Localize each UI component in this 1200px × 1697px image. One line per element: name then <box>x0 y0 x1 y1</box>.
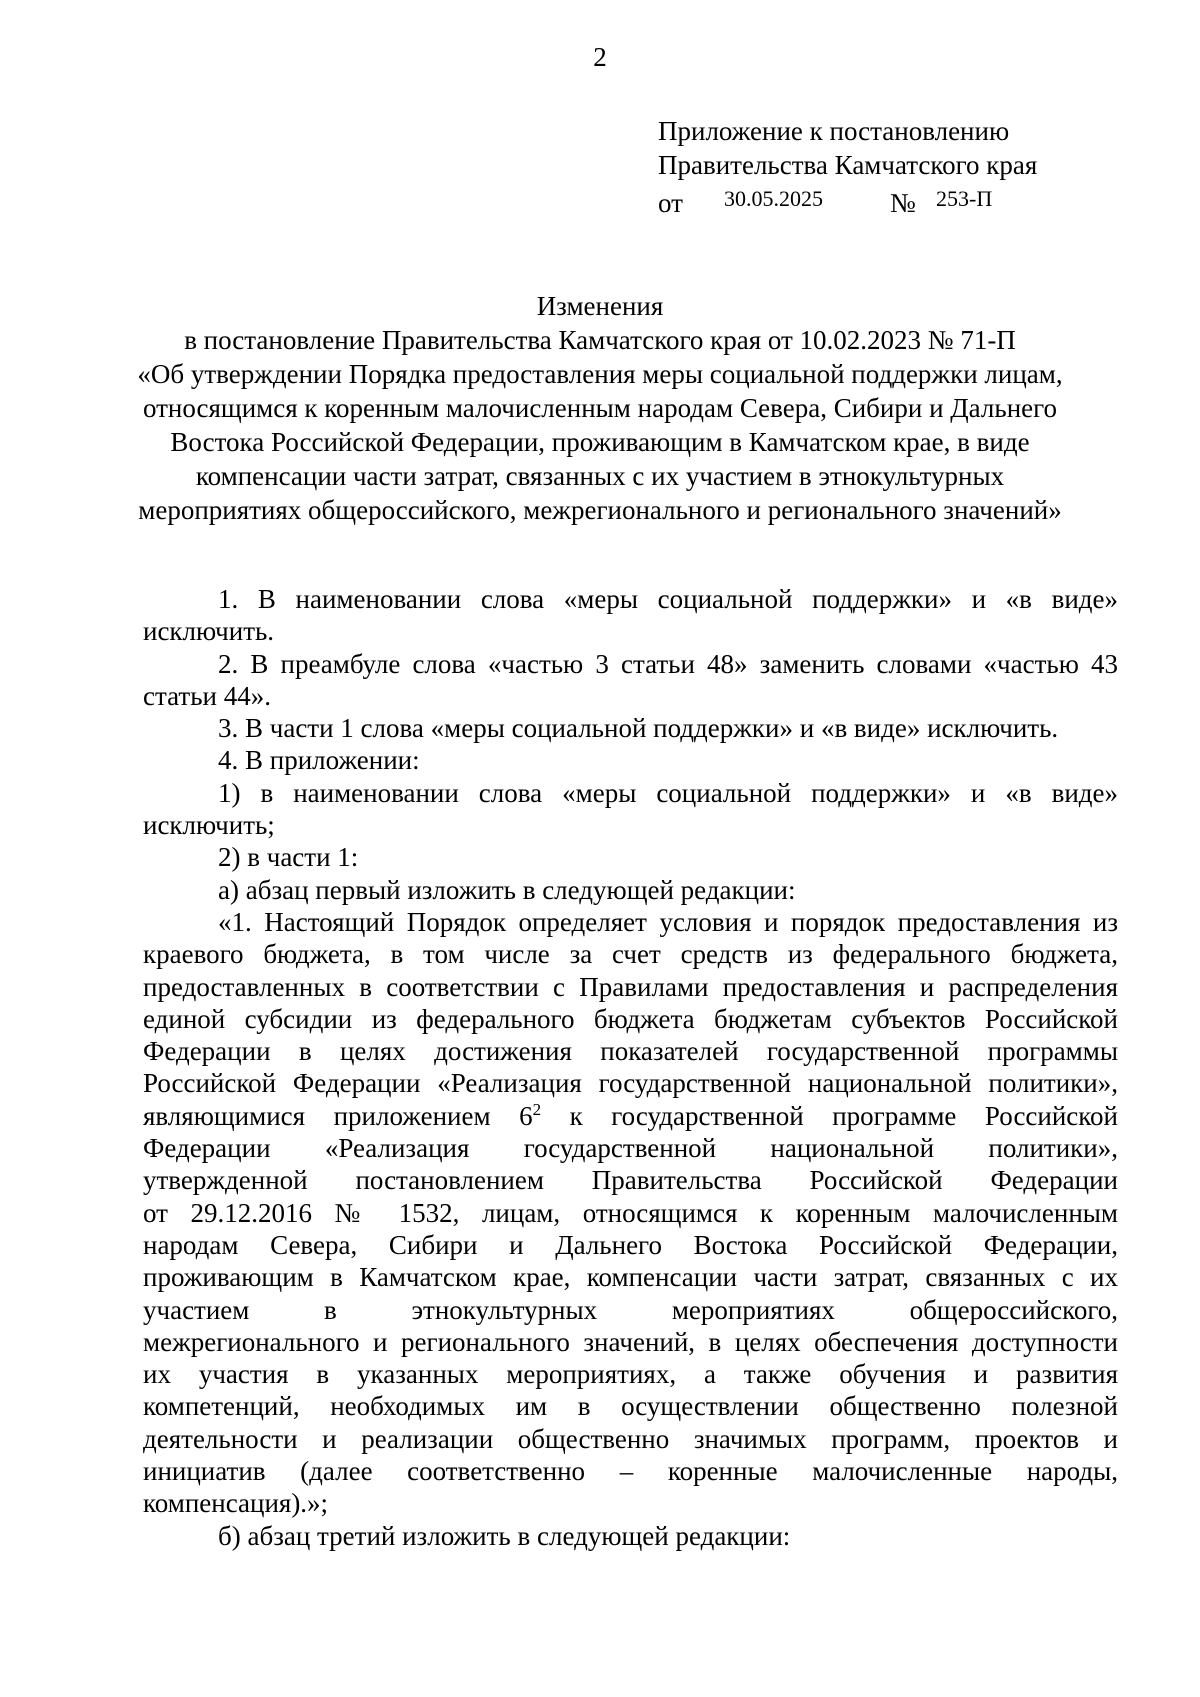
quote-line-2: краевого бюджета, в том числе за счет средств из федерального бюджета, <box>143 939 1118 970</box>
document-body <box>143 583 1118 1552</box>
quote-line-8: Федерации «Реализация государственной национальной политики», <box>143 1133 1118 1164</box>
quote-line-10: от 29.12.2016 № 1532, лицам, относящимся к коренным малочисленным <box>143 1197 1118 1228</box>
subitem-2a: а) абзац первый изложить в следующей редакции: <box>218 874 796 905</box>
quote-line-12: проживающим в Камчатском крае, компенсации части затрат, связанных с их <box>143 1262 1118 1293</box>
appendix-block <box>658 114 1037 220</box>
title-line-2: «Об утверждении Порядка предоставления меры социальной поддержки лицам, <box>137 359 1063 389</box>
subitem-2: 2) в части 1: <box>218 842 359 873</box>
quote-line-13: участием в этнокультурных мероприятиях общероссийского, <box>143 1294 1118 1325</box>
decree-number: 253-П <box>936 186 993 211</box>
appendix-line-1: Приложение к постановлению <box>658 116 1010 146</box>
quote-line-17: деятельности и реализации общественно значимых программ, проектов и <box>143 1423 1118 1454</box>
quote-line-5: Федерации в целях достижения показателей государственной программы <box>143 1036 1118 1067</box>
quote-line-1: «1. Настоящий Порядок определяет условия и порядок предоставления из <box>218 906 1118 937</box>
decree-date: 30.05.2025 <box>724 186 823 211</box>
quote-line-11: народам Севера, Сибири и Дальнего Востока Российской Федерации, <box>143 1229 1118 1260</box>
item-2-line-2: статьи 44». <box>143 680 271 711</box>
item-3: 3. В части 1 слова «меры социальной поддержки» и «в виде» исключить. <box>218 713 1059 744</box>
quote-line-15: их участия в указанных мероприятиях, а также обучения и развития <box>143 1359 1118 1390</box>
item-1-line-1: 1. В наименовании слова «меры социальной поддержки» и «в виде» <box>218 584 1118 614</box>
title-line-4: Востока Российской Федерации, проживающим в Камчатском крае, в виде <box>170 427 1030 457</box>
item-2-line-1: 2. В преамбуле слова «частью 3 статьи 48» заменить словами «частью 43 <box>218 648 1118 679</box>
title-line-5: компенсации части затрат, связанных с их участием в этнокультурных <box>195 461 1005 491</box>
quote-line-7-pre: являющимися приложением 6 <box>143 1100 533 1131</box>
subitem-1-line-2: исключить; <box>143 810 275 841</box>
document-title <box>120 289 1080 527</box>
title-heading: Изменения <box>536 291 664 321</box>
quote-line-14: межрегионального и регионального значений, в целях обеспечения доступности <box>143 1326 1118 1357</box>
page-number: 2 <box>593 42 607 72</box>
quote-line-7 <box>143 1100 1118 1132</box>
superscript: 2 <box>532 1099 542 1119</box>
appendix-date-line <box>658 182 1037 220</box>
quote-line-6: Российской Федерации «Реализация государственной национальной политики», <box>143 1068 1118 1099</box>
quote-line-16: компетенций, необходимых им в осуществлении общественно полезной <box>143 1391 1118 1422</box>
subitem-1-line-1: 1) в наименовании слова «меры социальной поддержки» и «в виде» <box>218 777 1118 808</box>
quote-line-18: инициатив (далее соответственно – коренные малочисленные народы, <box>143 1456 1118 1487</box>
subitem-2b: б) абзац третий изложить в следующей редакции: <box>218 1520 791 1551</box>
quote-line-9: утвержденной постановлением Правительства Российской Федерации <box>143 1165 1118 1196</box>
item-4: 4. В приложении: <box>218 745 420 776</box>
quote-line-4: единой субсидии из федерального бюджета бюджетам субъектов Российской <box>143 1003 1118 1034</box>
quote-line-19: компенсация).»; <box>143 1488 329 1519</box>
number-sign: № <box>890 188 916 218</box>
title-line-3: относящимся к коренным малочисленным народам Севера, Сибири и Дальнего <box>142 393 1058 423</box>
appendix-line-2: Правительства Камчатского края <box>658 150 1038 180</box>
quote-line-7-post: к государственной программе Российской <box>541 1100 1118 1131</box>
title-line-1: в постановление Правительства Камчатского края от 10.02.2023 № 71-П <box>184 325 1016 355</box>
title-line-6: мероприятиях общероссийского, межрегионального и регионального значений» <box>138 495 1062 525</box>
quote-line-3: предоставленных в соответствии с Правилами предоставления и распределения <box>143 971 1118 1002</box>
item-1-line-2: исключить. <box>143 616 275 647</box>
from-label: от <box>658 188 683 218</box>
